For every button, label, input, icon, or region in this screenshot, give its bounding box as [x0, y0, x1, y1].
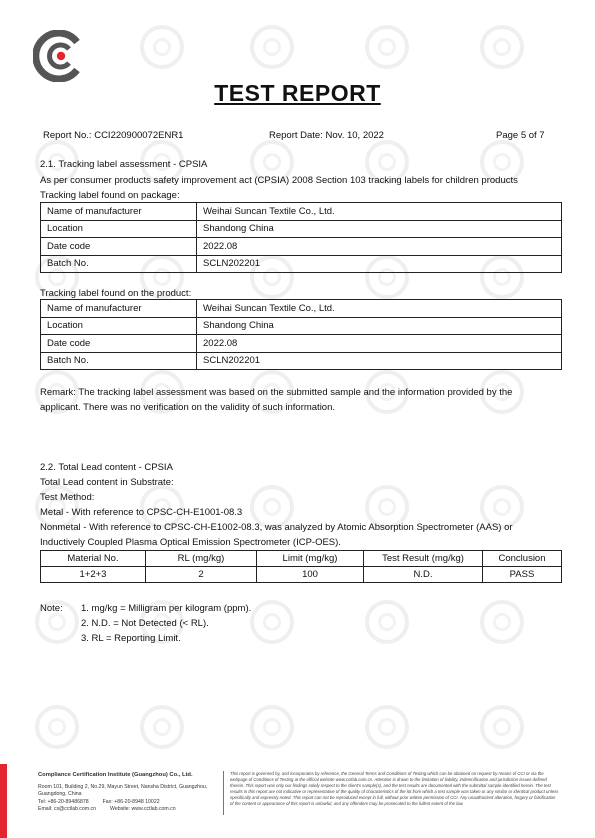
footer-website: Website: www.cctlab.com.cn [110, 806, 176, 812]
footer-address-line: Room 101, Building 2, No.29, Mayun Street, Nansha District, Guangzhou, [38, 783, 208, 790]
table-row [41, 567, 562, 583]
nonmetal-method-line-1: Nonmetal - With reference to CPSC-CH-E1002-08.3, was analyzed by Atomic Absorption Spectrometer (AAS) or [40, 522, 513, 533]
table-row [41, 335, 562, 353]
table-cell-key: Name of manufacturer [41, 300, 197, 318]
test-method-label: Test Method: [40, 492, 95, 503]
cpsia-intro: As per consumer products safety improvement act (CPSIA) 2008 Section 103 tracking labels for children products [40, 175, 518, 186]
report-date: Report Date: Nov. 10, 2022 [269, 130, 384, 141]
table-cell: 1+2+3 [41, 567, 146, 583]
table-cell-key: Name of manufacturer [41, 203, 197, 221]
table-cell: 100 [257, 567, 364, 583]
section-heading-lead: 2.2. Total Lead content - CPSIA [40, 462, 173, 473]
substrate-caption: Total Lead content in Substrate: [40, 477, 174, 488]
column-header: Material No. [41, 551, 146, 567]
package-label-table [40, 202, 562, 273]
report-title: TEST REPORT [214, 80, 381, 106]
table-row [41, 220, 562, 238]
product-label-caption: Tracking label found on the product: [40, 288, 192, 299]
metal-method: Metal - With reference to CPSC-CH-E1001-08.3 [40, 507, 243, 518]
remark-line-1: Remark: The tracking label assessment was based on the submitted sample and the information provided by the [40, 387, 513, 398]
table-cell-value: 2022.08 [197, 335, 562, 353]
table-cell: N.D. [364, 567, 483, 583]
footer-accent-bar [0, 764, 7, 838]
table-cell-key: Location [41, 317, 197, 335]
table-header-row [41, 551, 562, 567]
table-cell-value: Weihai Suncan Textile Co., Ltd. [197, 300, 562, 318]
table-cell-value: SCLN202201 [197, 255, 562, 273]
table-row [41, 352, 562, 370]
page-number: Page 5 of 7 [496, 130, 545, 141]
table-cell-value: Shandong China [197, 317, 562, 335]
package-label-caption: Tracking label found on package: [40, 190, 180, 201]
table-cell-value: 2022.08 [197, 238, 562, 256]
table-cell: PASS [483, 567, 562, 583]
table-cell-value: Shandong China [197, 220, 562, 238]
footer-disclaimer: This report is governed by, and incorporates by reference, the General Terms and Conditions of Testing which can be obtained on request by means of CCI or via the webpage of Conditions of Testing at the official website www.cctlab.com.cn. Attention is drawn to the limitation of liability, indemnification and jurisdiction issues defined therein. This report was only our findings solely respect to the client's sample(s), and the test results are documented with the submittal sample identified herein. The test results in this report are not indicative or representative of the quality of characteristics of the lot from which a test sample was taken or any similar or identical product unless specifically and expressly noted. This report can not be reproduced except in full, without prior written permission of CCI. Any unauthorized alteration, forgery or falsification of the content or appearance of this report is unlawful, and any offenders may be prosecuted to the fullest extent of the law. [230, 771, 559, 807]
table-row [41, 317, 562, 335]
footer-tel: Tel: +86-20-89486878 [38, 798, 89, 805]
table-cell-key: Date code [41, 335, 197, 353]
footer-divider [223, 771, 224, 815]
column-header: RL (mg/kg) [146, 551, 257, 567]
table-cell-value: SCLN202201 [197, 352, 562, 370]
table-row [41, 203, 562, 221]
product-label-table [40, 299, 562, 370]
table-cell-value: Weihai Suncan Textile Co., Ltd. [197, 203, 562, 221]
footer-contact [38, 772, 207, 814]
remark-line-2: applicant. There was no verification on the validity of such information. [40, 402, 336, 413]
note-item: 3. RL = Reporting Limit. [81, 633, 181, 644]
table-cell-key: Batch No. [41, 255, 197, 273]
footer-address-line: Guangdong, China [38, 791, 82, 797]
column-header: Test Result (mg/kg) [364, 551, 483, 567]
footer-company-name: Compliance Certification Institute (Guangzhou) Co., Ltd. [38, 772, 193, 778]
section-heading-tracking: 2.1. Tracking label assessment - CPSIA [40, 159, 208, 170]
table-cell-key: Date code [41, 238, 197, 256]
note-item: 2. N.D. = Not Detected (< RL). [81, 618, 209, 629]
table-row [41, 300, 562, 318]
note-item: 1. mg/kg = Milligram per kilogram (ppm). [81, 603, 252, 614]
table-row [41, 238, 562, 256]
footer-fax: Fax: +86-20-8948 10022 [102, 798, 160, 805]
nonmetal-method-line-2: Inductively Coupled Plasma Optical Emission Spectrometer (ICP-OES). [40, 537, 341, 548]
column-header: Conclusion [483, 551, 562, 567]
lead-result-table [40, 550, 562, 583]
table-cell-key: Location [41, 220, 197, 238]
table-cell-key: Batch No. [41, 352, 197, 370]
report-number: Report No.: CCI220900072ENR1 [43, 130, 184, 141]
table-row [41, 255, 562, 273]
table-cell: 2 [146, 567, 257, 583]
note-label: Note: [40, 603, 63, 614]
company-logo [33, 30, 85, 82]
column-header: Limit (mg/kg) [257, 551, 364, 567]
footer-email: Email: cs@cctlab.com.cn [38, 806, 97, 812]
